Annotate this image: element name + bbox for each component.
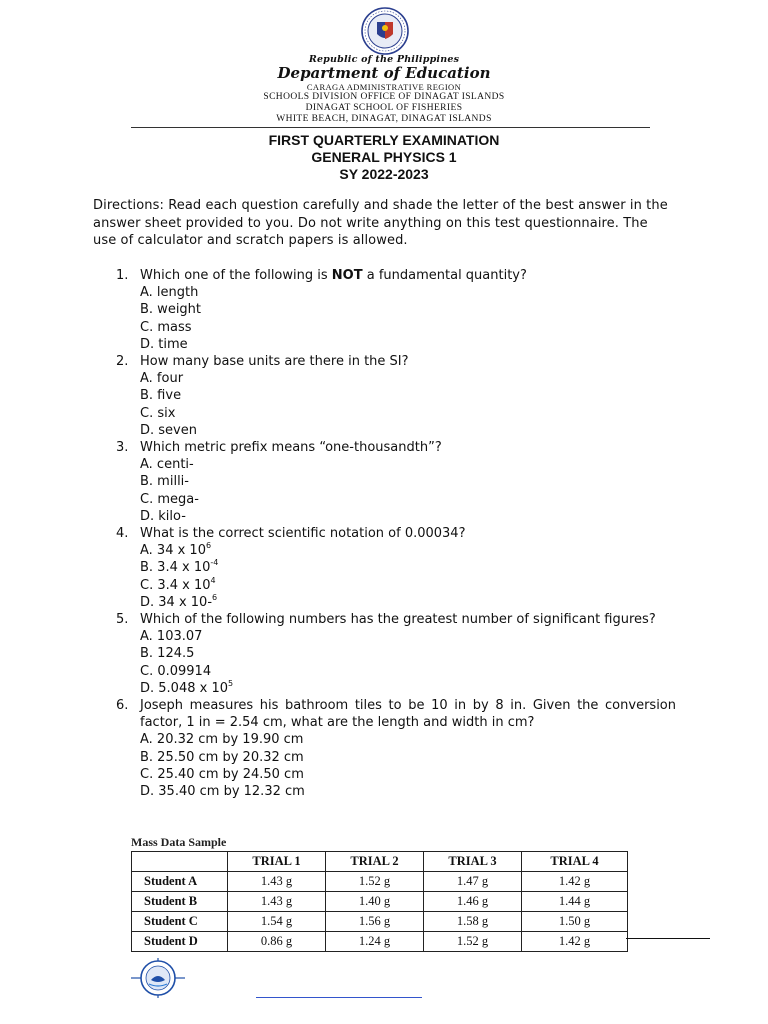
choice-a: A. length — [140, 285, 199, 301]
header-region: CARAGA ADMINISTRATIVE REGION — [306, 82, 462, 92]
choice-c: C. 0.09914 — [140, 663, 212, 679]
question-stem: Which metric prefix means “one-thousandth”? — [140, 440, 442, 456]
table-caption: Mass Data Sample — [131, 835, 227, 849]
deped-seal-icon — [360, 6, 410, 56]
exam-subject: GENERAL PHYSICS 1 — [311, 149, 457, 165]
question-number: 6. — [116, 698, 129, 714]
question-stem: Which of the following numbers has the greatest number of significant figures? — [140, 612, 656, 628]
header-divider — [131, 127, 650, 128]
question-number: 3. — [116, 440, 129, 456]
table-cell: 1.42 g — [522, 872, 628, 892]
choice-d: D. 34 x 10-$^6$ — [140, 592, 218, 610]
table-cell: 1.44 g — [522, 892, 628, 912]
row-label: Student B — [132, 892, 228, 912]
question-3 — [116, 439, 676, 525]
choice-b: B. 25.50 cm by 20.32 cm — [140, 749, 304, 765]
question-5 — [116, 611, 676, 697]
table-header-cell: TRIAL 2 — [326, 852, 424, 872]
choice-d: D. 35.40 cm by 12.32 cm — [140, 784, 305, 800]
choice-c: C. 3.4 x $10^4$ — [140, 575, 216, 593]
choice-b: B. milli- — [140, 474, 189, 490]
question-stem: Joseph measures his bathroom tiles to be 10 in by 8 in. Given the conversion factor, 1 in = 2.54 cm, what are the length and width in cm? — [140, 698, 676, 731]
question-2 — [116, 353, 676, 439]
header-school: DINAGAT SCHOOL OF FISHERIES — [305, 103, 463, 113]
table-cell: 1.52 g — [326, 872, 424, 892]
exam-school-year: SY 2022-2023 — [339, 166, 429, 182]
table-cell: 1.47 g — [424, 872, 522, 892]
row-label: Student D — [132, 932, 228, 952]
choice-d: D. 5.048 x $10^5$ — [140, 678, 234, 696]
question-stem: What is the correct scientific notation of 0.00034? — [140, 526, 466, 542]
table-header-row — [132, 852, 628, 872]
choice-d: D. time — [140, 336, 188, 352]
school-logo-icon — [129, 958, 187, 998]
question-4 — [116, 525, 676, 611]
choice-c: C. 25.40 cm by 24.50 cm — [140, 766, 304, 782]
header-address: WHITE BEACH, DINAGAT, DINAGAT ISLANDS — [276, 114, 492, 124]
table-cell: 1.43 g — [228, 872, 326, 892]
table-header-cell: TRIAL 3 — [424, 852, 522, 872]
question-number: 4. — [116, 526, 129, 542]
table-cell: 0.86 g — [228, 932, 326, 952]
row-label: Student C — [132, 912, 228, 932]
question-number: 2. — [116, 354, 129, 370]
choice-d: D. kilo- — [140, 508, 186, 524]
mass-data-table — [131, 851, 628, 952]
choice-c: C. six — [140, 405, 176, 421]
table-cell: 1.50 g — [522, 912, 628, 932]
question-stem: Which one of the following is NOT a fundamental quantity? — [140, 268, 527, 283]
directions-text: Directions: Read each question carefully and shade the letter of the best answer in the answer sheet provided to you. Do not write anything on this test questionnaire. The use of calculator and scratch papers is allowed. — [93, 198, 668, 248]
table-row — [132, 932, 628, 952]
table-cell: 1.24 g — [326, 932, 424, 952]
table-cell: 1.54 g — [228, 912, 326, 932]
table-header-cell: TRIAL 1 — [228, 852, 326, 872]
choice-a: A. four — [140, 371, 184, 387]
table-header-cell: TRIAL 4 — [522, 852, 628, 872]
table-header-cell — [132, 852, 228, 872]
table-cell: 1.52 g — [424, 932, 522, 952]
choice-b: B. five — [140, 388, 182, 404]
question-stem: How many base units are there in the SI? — [140, 354, 409, 370]
table-cell: 1.40 g — [326, 892, 424, 912]
choice-a: A. centi- — [140, 457, 194, 473]
choice-b: B. 3.4 x $10^{-4}$ — [140, 558, 219, 576]
exam-title: FIRST QUARTERLY EXAMINATION — [268, 132, 500, 148]
choice-c: C. mega- — [140, 491, 199, 507]
question-1 — [116, 267, 676, 353]
choice-a: A. 20.32 cm by 19.90 cm — [140, 732, 304, 748]
table-cell: 1.58 g — [424, 912, 522, 932]
table-cell: 1.43 g — [228, 892, 326, 912]
question-list — [116, 267, 676, 800]
question-number: 5. — [116, 612, 129, 628]
choice-c: C. mass — [140, 319, 192, 335]
table-cell: 1.42 g — [522, 932, 628, 952]
choice-b: B. 124.5 — [140, 646, 195, 662]
table-row — [132, 892, 628, 912]
header-division: SCHOOLS DIVISION OFFICE OF DINAGAT ISLANDS — [263, 92, 505, 102]
table-cell: 1.46 g — [424, 892, 522, 912]
row-label: Student A — [132, 872, 228, 892]
table-cell: 1.56 g — [326, 912, 424, 932]
choice-a: A. 103.07 — [140, 629, 203, 645]
table-row — [132, 912, 628, 932]
choice-d: D. seven — [140, 422, 197, 438]
answer-line — [626, 938, 710, 939]
header-republic: Republic of the Philippines — [308, 54, 460, 65]
question-number: 1. — [116, 268, 129, 283]
question-6 — [116, 697, 676, 800]
table-row — [132, 872, 628, 892]
choice-b: B. weight — [140, 302, 202, 318]
footer-divider — [256, 997, 422, 998]
choice-a: A. 34 x $10^6$ — [140, 541, 212, 559]
header-department: Department of Education — [277, 64, 491, 82]
